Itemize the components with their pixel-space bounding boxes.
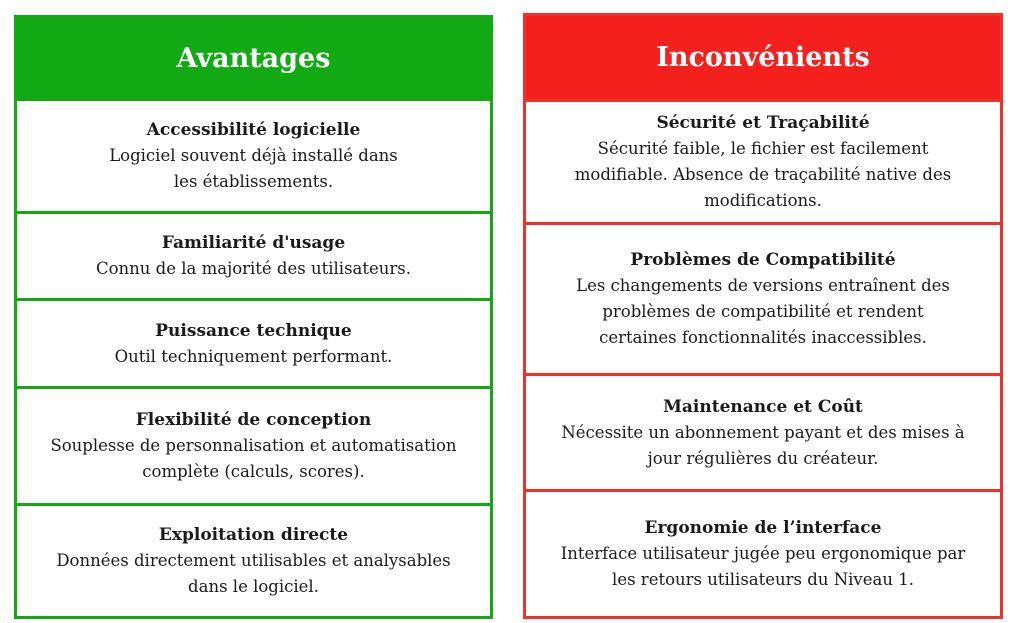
advantage-item — [17, 386, 490, 503]
advantage-title: Flexibilité de conception — [135, 410, 372, 430]
advantages-header: Avantages — [17, 18, 490, 98]
disadvantage-title: Sécurité et Traçabilité — [656, 113, 870, 133]
disadvantage-title: Maintenance et Coût — [663, 396, 863, 417]
disadvantage-item — [526, 99, 1000, 222]
disadvantage-description: Les changements de versions entraînent des problèmes de compatibilité et rendent certaines fonctionnalités inaccessibles. — [576, 276, 950, 347]
advantage-title: Exploitation directe — [158, 525, 349, 545]
advantage-title: Accessibilité logicielle — [146, 120, 361, 140]
disadvantage-item — [526, 489, 1000, 616]
advantage-description: Logiciel souvent déjà installé dans les établissements. — [109, 146, 398, 191]
advantage-title: Familiarité d'usage — [161, 233, 346, 253]
disadvantage-description: Interface utilisateur jugée peu ergonomique par les retours utilisateurs du Niveau 1. — [560, 544, 966, 589]
advantage-item — [17, 98, 490, 211]
advantage-description: Souplesse de personnalisation et automatisation complète (calculs, scores). — [50, 436, 457, 481]
advantage-description: Outil techniquement performant. — [114, 346, 393, 366]
disadvantage-title: Ergonomie de l’interface — [644, 518, 882, 538]
advantage-description: Données directement utilisables et analysables dans le logiciel. — [56, 551, 451, 596]
advantage-item — [17, 503, 490, 616]
disadvantage-title: Problèmes de Compatibilité — [630, 250, 896, 270]
disadvantage-item — [526, 222, 1000, 373]
advantage-description: Connu de la majorité des utilisateurs. — [95, 259, 411, 278]
disadvantage-item — [526, 373, 1000, 489]
advantage-item — [17, 211, 490, 298]
disadvantages-header: Inconvénients — [526, 16, 1000, 99]
advantage-title: Puissance technique — [155, 320, 352, 341]
disadvantage-description: Sécurité faible, le fichier est facilement modifiable. Absence de traçabilité native des modifications. — [574, 139, 952, 210]
advantage-item — [17, 298, 490, 386]
advantages-column — [14, 15, 493, 619]
disadvantage-description: Nécessite un abonnement payant et des mises à jour régulières du créateur. — [561, 422, 965, 468]
disadvantages-column — [523, 13, 1003, 619]
